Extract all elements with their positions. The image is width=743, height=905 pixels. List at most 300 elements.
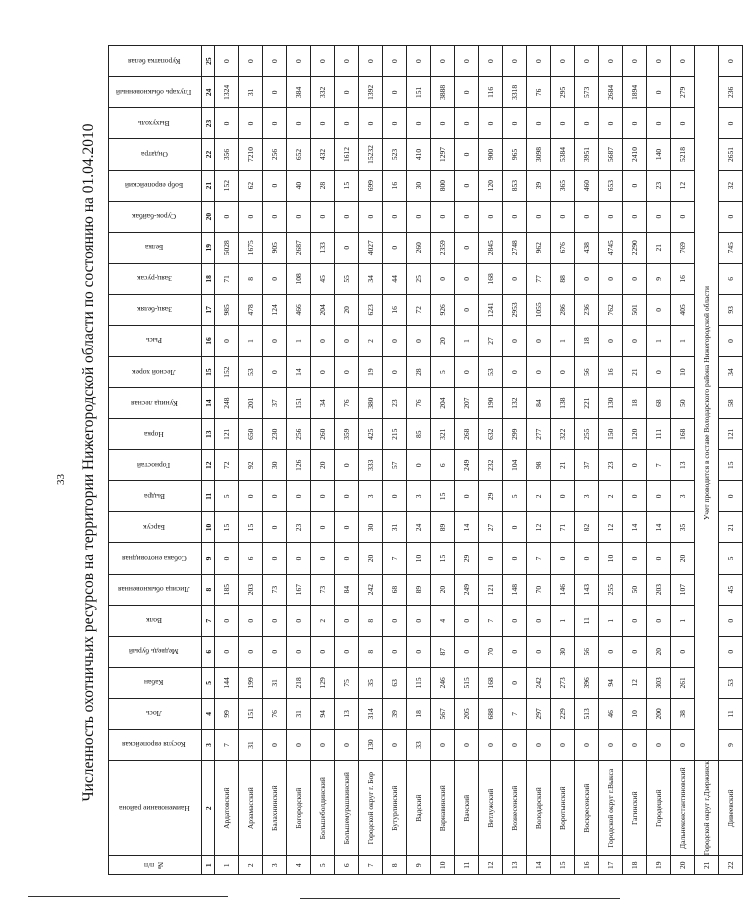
table-cell: 6 — [239, 543, 263, 574]
table-cell: 0 — [719, 108, 743, 139]
table-cell: 0 — [263, 263, 287, 294]
table-cell: 0 — [359, 46, 383, 77]
table-cell: 762 — [599, 294, 623, 325]
table-cell: 0 — [599, 108, 623, 139]
table-row — [239, 46, 263, 875]
table-row — [623, 46, 647, 875]
district-name: Бутурлинский — [383, 761, 407, 856]
table-cell: 0 — [263, 170, 287, 201]
table-cell: 0 — [551, 108, 575, 139]
table-cell: 0 — [335, 543, 359, 574]
table-cell: 5 — [719, 543, 743, 574]
table-cell: 57 — [383, 450, 407, 481]
table-cell: 573 — [575, 77, 599, 108]
table-cell: 0 — [527, 729, 551, 760]
table-cell: 256 — [287, 419, 311, 450]
table-cell: 236 — [719, 77, 743, 108]
table-cell: 321 — [431, 419, 455, 450]
header-species — [109, 201, 202, 232]
table-cell: 255 — [599, 574, 623, 605]
table-row — [551, 46, 575, 875]
table-cell: 25 — [407, 263, 431, 294]
table-cell: 94 — [311, 698, 335, 729]
table-cell: 15 — [215, 512, 239, 543]
table-cell: 98 — [527, 450, 551, 481]
table-cell: 38 — [671, 698, 695, 729]
table-cell: 218 — [287, 667, 311, 698]
table-cell: 236 — [575, 294, 599, 325]
table-cell: 10 — [623, 698, 647, 729]
table-cell: 32 — [719, 170, 743, 201]
header-species — [109, 232, 202, 263]
table-cell: 905 — [263, 232, 287, 263]
table-cell: 88 — [551, 263, 575, 294]
table-cell: 15 — [239, 512, 263, 543]
table-cell: 0 — [455, 170, 479, 201]
table-cell: 73 — [263, 574, 287, 605]
table-cell: 0 — [575, 46, 599, 77]
table-cell: 286 — [551, 294, 575, 325]
table-cell: 0 — [335, 108, 359, 139]
table-cell: 0 — [287, 108, 311, 139]
row-number: 4 — [287, 856, 311, 875]
table-cell: 20 — [311, 450, 335, 481]
table-cell: 0 — [575, 201, 599, 232]
table-cell: 0 — [527, 636, 551, 667]
table-cell: 151 — [407, 77, 431, 108]
table-cell: 6 — [719, 263, 743, 294]
header-species — [109, 170, 202, 201]
table-cell: 168 — [479, 263, 503, 294]
table-cell: 21 — [647, 232, 671, 263]
header-species — [109, 450, 202, 481]
table-cell: 0 — [215, 108, 239, 139]
table-cell: 800 — [431, 170, 455, 201]
table-cell: 0 — [335, 201, 359, 232]
column-number: 2 — [202, 761, 215, 856]
table-cell: 0 — [287, 481, 311, 512]
district-name: Варнавинский — [431, 761, 455, 856]
table-cell: 0 — [671, 636, 695, 667]
table-cell: 199 — [239, 667, 263, 698]
table-cell: 0 — [263, 77, 287, 108]
district-name: Володарский — [527, 761, 551, 856]
table-cell: 132 — [503, 388, 527, 419]
table-cell: 121 — [719, 419, 743, 450]
table-row — [311, 46, 335, 875]
table-cell: 0 — [623, 636, 647, 667]
column-number: 14 — [202, 388, 215, 419]
column-number: 5 — [202, 667, 215, 698]
table-cell: 16 — [671, 263, 695, 294]
table-cell: 21 — [551, 450, 575, 481]
table-cell: 0 — [359, 108, 383, 139]
table-cell: 229 — [551, 698, 575, 729]
table-cell: 0 — [455, 481, 479, 512]
table-cell: 120 — [623, 419, 647, 450]
table-cell: 0 — [263, 512, 287, 543]
row-number: 9 — [407, 856, 431, 875]
table-cell: 3318 — [503, 77, 527, 108]
table-cell: 0 — [647, 729, 671, 760]
table-cell: 650 — [239, 419, 263, 450]
table-cell: 249 — [455, 574, 479, 605]
table-cell: 14 — [623, 512, 647, 543]
table-cell: 8 — [359, 636, 383, 667]
table-cell: 1 — [671, 605, 695, 636]
header-species-label: Лось — [146, 709, 162, 719]
table-cell: 133 — [311, 232, 335, 263]
table-cell: 4745 — [599, 232, 623, 263]
row-number: 11 — [455, 856, 479, 875]
table-cell: 0 — [455, 605, 479, 636]
table-cell: 0 — [671, 729, 695, 760]
district-name: Балахнинский — [263, 761, 287, 856]
table-cell: 23 — [287, 512, 311, 543]
table-cell: 0 — [311, 543, 335, 574]
table-cell: 30 — [551, 636, 575, 667]
header-species — [109, 419, 202, 450]
table-cell: 93 — [719, 294, 743, 325]
table-cell: 190 — [479, 388, 503, 419]
table-cell: 0 — [455, 294, 479, 325]
header-species-label: Горностай — [137, 460, 171, 470]
table-cell: 0 — [335, 325, 359, 356]
table-cell: 14 — [647, 512, 671, 543]
row-number: 8 — [383, 856, 407, 875]
row-number: 2 — [239, 856, 263, 875]
header-species — [109, 46, 202, 77]
table-cell: 5 — [215, 481, 239, 512]
table-cell: 0 — [647, 77, 671, 108]
header-species-label: Белка — [144, 243, 164, 253]
table-cell: 70 — [527, 574, 551, 605]
table-cell: 0 — [551, 481, 575, 512]
table-cell: 0 — [623, 605, 647, 636]
district-name: Большемурашкинский — [335, 761, 359, 856]
table-cell: 297 — [527, 698, 551, 729]
table-cell: 18 — [575, 325, 599, 356]
table-cell: 0 — [479, 46, 503, 77]
table-cell: 0 — [479, 543, 503, 574]
table-cell: 31 — [383, 512, 407, 543]
table-cell: 207 — [455, 388, 479, 419]
table-cell: 0 — [719, 325, 743, 356]
table-cell: 23 — [383, 388, 407, 419]
table-cell: 0 — [383, 46, 407, 77]
table-cell: 144 — [215, 667, 239, 698]
table-cell: 0 — [407, 108, 431, 139]
column-number: 6 — [202, 636, 215, 667]
table-cell: 0 — [215, 325, 239, 356]
table-cell: 56 — [575, 357, 599, 388]
table-cell: 396 — [575, 667, 599, 698]
table-cell: 0 — [719, 481, 743, 512]
table-cell: 50 — [623, 574, 647, 605]
header-species-label: Заяц-русак — [136, 274, 172, 284]
district-name: Дальнеконстантиновский — [671, 761, 695, 856]
table-cell: 0 — [503, 108, 527, 139]
table-cell: 200 — [647, 698, 671, 729]
table-cell: 0 — [311, 357, 335, 388]
table-cell: 0 — [335, 357, 359, 388]
table-cell: 926 — [431, 294, 455, 325]
table-cell: 82 — [575, 512, 599, 543]
table-cell: 2 — [527, 481, 551, 512]
table-cell: 0 — [239, 636, 263, 667]
table-cell: 5028 — [215, 232, 239, 263]
table-cell: 1 — [551, 605, 575, 636]
table-cell: 2 — [311, 605, 335, 636]
table-cell: 0 — [599, 325, 623, 356]
row-note: Учет проводится в составе Володарского района Нижегородской области — [695, 46, 719, 761]
table-cell: 460 — [575, 170, 599, 201]
scan-line — [28, 896, 228, 897]
row-number: 10 — [431, 856, 455, 875]
table-row — [215, 46, 239, 875]
table-cell: 0 — [431, 729, 455, 760]
table-row — [407, 46, 431, 875]
table-cell: 45 — [311, 263, 335, 294]
table-cell: 84 — [335, 574, 359, 605]
table-cell: 31 — [239, 729, 263, 760]
table-cell: 0 — [671, 108, 695, 139]
table-cell: 14 — [455, 512, 479, 543]
table-cell: 2687 — [287, 232, 311, 263]
column-number: 4 — [202, 698, 215, 729]
district-name: Гагинский — [623, 761, 647, 856]
column-number: 20 — [202, 201, 215, 232]
header-species-label: Норка — [144, 429, 164, 439]
table-cell: 0 — [551, 46, 575, 77]
header-species — [109, 263, 202, 294]
table-cell: 0 — [287, 636, 311, 667]
table-cell: 260 — [311, 419, 335, 450]
table-cell: 279 — [671, 77, 695, 108]
table-cell: 31 — [263, 667, 287, 698]
table-cell: 0 — [527, 357, 551, 388]
table-cell: 15 — [431, 543, 455, 574]
district-name: Вачский — [455, 761, 479, 856]
table-cell: 0 — [335, 636, 359, 667]
header-species-label: Рысь — [146, 336, 162, 346]
table-cell: 0 — [623, 263, 647, 294]
table-cell: 1 — [647, 325, 671, 356]
header-species-label: Бобр европейский — [124, 181, 184, 191]
column-number: 18 — [202, 263, 215, 294]
table-cell: 0 — [527, 108, 551, 139]
table-cell: 0 — [335, 729, 359, 760]
table-cell: 53 — [239, 357, 263, 388]
column-number: 3 — [202, 729, 215, 760]
table-cell: 71 — [551, 512, 575, 543]
table-cell: 0 — [647, 46, 671, 77]
table-cell: 425 — [359, 419, 383, 450]
table-cell: 13 — [671, 450, 695, 481]
table-cell: 58 — [719, 388, 743, 419]
table-cell: 73 — [311, 574, 335, 605]
table-cell: 0 — [407, 605, 431, 636]
header-species — [109, 512, 202, 543]
table-cell: 0 — [383, 77, 407, 108]
scan-line — [300, 898, 620, 899]
district-name: Богородский — [287, 761, 311, 856]
table-cell: 0 — [455, 263, 479, 294]
table-cell: 121 — [479, 574, 503, 605]
table-cell: 466 — [287, 294, 311, 325]
table-cell: 0 — [311, 201, 335, 232]
table-cell: 261 — [671, 667, 695, 698]
table-cell: 39 — [383, 698, 407, 729]
table-cell: 71 — [215, 263, 239, 294]
table-cell: 34 — [719, 357, 743, 388]
table-cell: 256 — [263, 139, 287, 170]
table-cell: 0 — [215, 543, 239, 574]
table-cell: 0 — [503, 729, 527, 760]
table-cell: 10 — [599, 543, 623, 574]
table-cell: 2 — [599, 481, 623, 512]
table-cell: 0 — [311, 512, 335, 543]
table-cell: 0 — [407, 325, 431, 356]
table-cell: 0 — [263, 729, 287, 760]
table-cell: 27 — [479, 512, 503, 543]
table-cell: 0 — [263, 325, 287, 356]
table-cell: 332 — [311, 77, 335, 108]
table-cell: 0 — [623, 108, 647, 139]
header-species-label: Выхухоль — [138, 118, 170, 128]
table-cell: 3888 — [431, 77, 455, 108]
table-cell: 6 — [431, 450, 455, 481]
table-cell: 8 — [239, 263, 263, 294]
table-cell: 0 — [263, 46, 287, 77]
table-cell: 248 — [215, 388, 239, 419]
table-cell: 20 — [671, 543, 695, 574]
table-cell: 143 — [575, 574, 599, 605]
table-cell: 0 — [623, 201, 647, 232]
table-cell: 16 — [383, 170, 407, 201]
table-cell: 501 — [623, 294, 647, 325]
column-number: 16 — [202, 325, 215, 356]
table-cell: 1 — [287, 325, 311, 356]
row-number: 15 — [551, 856, 575, 875]
table-cell: 0 — [623, 46, 647, 77]
table-cell: 20 — [431, 325, 455, 356]
table-cell: 0 — [503, 605, 527, 636]
column-number: 12 — [202, 450, 215, 481]
table-cell: 1612 — [335, 139, 359, 170]
row-number: 20 — [671, 856, 695, 875]
table-cell: 120 — [479, 170, 503, 201]
table-cell: 37 — [263, 388, 287, 419]
table-cell: 130 — [599, 388, 623, 419]
table-cell: 5687 — [599, 139, 623, 170]
table-cell: 0 — [551, 543, 575, 574]
column-number: 25 — [202, 46, 215, 77]
table-cell: 185 — [215, 574, 239, 605]
table-cell: 0 — [455, 139, 479, 170]
table-cell: 356 — [215, 139, 239, 170]
table-cell: 652 — [287, 139, 311, 170]
table-cell: 0 — [503, 667, 527, 698]
district-name: Ветлужский — [479, 761, 503, 856]
table-cell: 203 — [239, 574, 263, 605]
header-species — [109, 294, 202, 325]
table-cell: 0 — [431, 108, 455, 139]
table-cell: 12 — [623, 667, 647, 698]
table-cell: 2953 — [503, 294, 527, 325]
header-species-label: Лесной хорек — [132, 367, 176, 377]
table-cell: 699 — [359, 170, 383, 201]
table-cell: 0 — [503, 46, 527, 77]
district-name: Ардатовский — [215, 761, 239, 856]
table-cell: 0 — [623, 170, 647, 201]
table-cell: 148 — [503, 574, 527, 605]
table-cell: 28 — [311, 170, 335, 201]
header-species — [109, 357, 202, 388]
table-cell: 0 — [479, 729, 503, 760]
district-name: Дивеевский — [719, 761, 743, 856]
table-cell: 1392 — [359, 77, 383, 108]
table-cell: 985 — [215, 294, 239, 325]
table-cell: 623 — [359, 294, 383, 325]
header-species-label: Сурок-байбак — [131, 212, 177, 222]
table-cell: 5 — [503, 481, 527, 512]
table-cell: 2684 — [599, 77, 623, 108]
table-cell: 0 — [503, 636, 527, 667]
table-cell: 246 — [431, 667, 455, 698]
district-name: Городской округ г. Бор — [359, 761, 383, 856]
table-cell: 63 — [383, 667, 407, 698]
table-cell: 0 — [455, 108, 479, 139]
table-cell: 410 — [407, 139, 431, 170]
column-number: 22 — [202, 139, 215, 170]
header-species — [109, 543, 202, 574]
district-name: Большеболдинский — [311, 761, 335, 856]
table-cell: 11 — [719, 698, 743, 729]
table-cell: 0 — [407, 46, 431, 77]
table-cell: 31 — [239, 77, 263, 108]
table-cell: 18 — [407, 698, 431, 729]
header-species — [109, 77, 202, 108]
table-cell: 0 — [383, 232, 407, 263]
table-cell: 0 — [383, 325, 407, 356]
table-cell: 84 — [527, 388, 551, 419]
table-cell: 230 — [263, 419, 287, 450]
table-cell: 0 — [239, 46, 263, 77]
table-row — [383, 46, 407, 875]
header-species-label: Волк — [145, 616, 163, 626]
table-cell: 0 — [575, 729, 599, 760]
table-cell: 50 — [671, 388, 695, 419]
table-cell: 31 — [287, 698, 311, 729]
table-cell: 0 — [287, 605, 311, 636]
table-cell: 0 — [239, 201, 263, 232]
table-cell: 0 — [383, 605, 407, 636]
table-cell: 0 — [335, 450, 359, 481]
header-species — [109, 636, 202, 667]
table-cell: 99 — [215, 698, 239, 729]
table-cell: 1055 — [527, 294, 551, 325]
table-cell: 255 — [575, 419, 599, 450]
table-cell: 1241 — [479, 294, 503, 325]
table-cell: 0 — [551, 357, 575, 388]
table-cell: 2845 — [479, 232, 503, 263]
table-cell: 215 — [383, 419, 407, 450]
table-cell: 28 — [407, 357, 431, 388]
table-cell: 20 — [431, 574, 455, 605]
row-number: 22 — [719, 856, 743, 875]
table-cell: 0 — [647, 543, 671, 574]
